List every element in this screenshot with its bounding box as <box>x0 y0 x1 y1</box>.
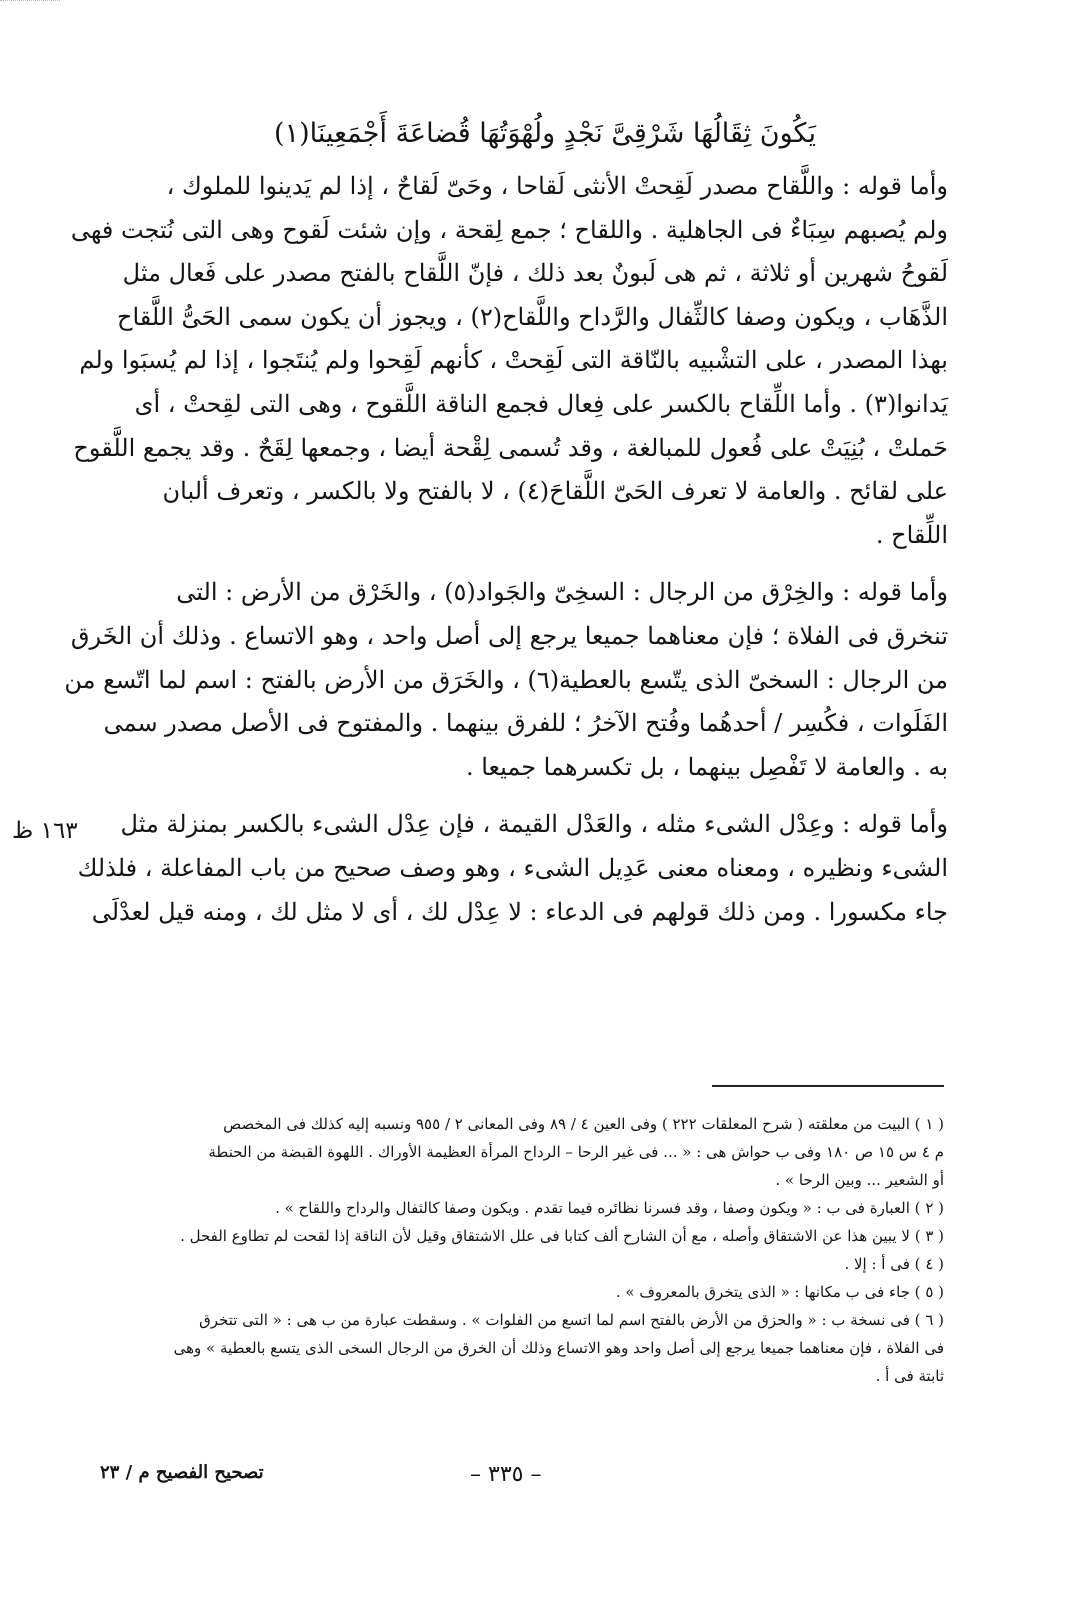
footnote-line: ( ٣ ) لا يبين هذا عن الاشتقاق وأصله ، مع أن الشارح ألف كتابا فى علل الاشتقاق وقيل لأن الناقة إذا لقحت لم تطاوع الفحل . <box>180 1227 944 1245</box>
text-line: من الرجال : السخىّ الذى يتّسع بالعطية(٦) ، والخَرَق من الأرض بالفتح : اسم لما اتّسع من <box>64 665 948 694</box>
poetry-verse: يَكُونَ ثِقَالُهَا شَرْقِىَّ نَجْدٍ ولُهْوَتُهَا قُضاعَةَ أَجْمَعِينَا(١) <box>274 118 816 149</box>
footnotes <box>110 1110 944 1390</box>
footnote-line: ( ٥ ) جاء فى ب مكانها : « الذى يتخرق بالمعروف » . <box>615 1283 944 1301</box>
text-line: على لقائح . والعامة لا تعرف الحَىّ اللَّقاحَ(٤) ، لا بالفتح ولا بالكسر ، وتعرف ألبان <box>162 477 948 506</box>
book-signature: تصحيح الفصيح م / ٢٣ <box>100 1462 264 1483</box>
footnote-line: ( ٦ ) فى نسخة ب : « والحزق من الأرض بالفتح اسم لما اتسع من الفلوات » . وسقطت عبارة من ب هى : « التى تتخرق <box>199 1311 944 1329</box>
footnote-line: ( ١ ) البيت من معلقته ( شرح المعلقات ٢٢٢ ) وفى العين ٤ / ٨٩ وفى المعانى ٢ / ٩٥٥ ونسبه إليه كذلك فى المخصص <box>223 1115 944 1133</box>
footnote-line: ( ٢ ) العبارة فى ب : « ويكون وصفا ، وقد فسرنا نظائره فيما تقدم . ويكون وصفا كالثفال والرداح واللقاح » . <box>275 1199 944 1217</box>
text-line: الذَّهَاب ، ويكون وصفا كالثِّفال والرَّداح واللَّقاح(٢) ، ويجوز أن يكون سمى الحَىُّ اللَّقاح <box>116 302 948 331</box>
text-line: وأما قوله : والخِرْق من الرجال : السخِىّ والجَواد(٥) ، والخَرْق من الأرض : التى <box>176 578 948 607</box>
footnote-line: م ٤ س ١٥ ص ١٨٠ وفى ب حواش هى : « ... فى غير الرحا – الرداح المرأة العظيمة الأوراك . اللهوة القبضة من الحنطة <box>208 1143 944 1161</box>
footnote-line: ثابتة فى أ . <box>875 1367 944 1385</box>
page-number: – ٣٣٥ – <box>470 1462 542 1487</box>
text-line: يَدانوا(٣) . وأما اللِّقاح بالكسر على فِعال فجمع الناقة اللَّقوح ، وهى التى لقِحتْ ، أى <box>134 389 948 418</box>
text-line: وأما قوله : واللَّقاح مصدر لَقِحتْ الأنثى لَقاحا ، وحَىّ لَقاحٌ ، إذا لم يَدينوا للملوك ، <box>166 172 948 200</box>
footnote <box>110 1222 944 1250</box>
text-line: الفَلَوات ، فكُسِر / أحدهُما وفُتح الآخرُ ؛ للفرق بينهما . والمفتوح فى الأصل مصدر سمى <box>103 709 948 738</box>
main-text <box>64 165 948 948</box>
footnote <box>110 1194 944 1222</box>
text-line: اللِّقاح . <box>875 520 948 549</box>
text-line: وأما قوله : وعِدْل الشىء مثله ، والعَدْل القيمة ، فإن عِدْل الشىء بالكسر بمنزلة مثل <box>120 810 948 839</box>
text-line: تنخرق فى الفلاة ؛ فإن معناهما جميعا يرجع إلى أصل واحد ، وهو الاتساع . وذلك أن الخَرق <box>70 621 948 650</box>
text-line: به . والعامة لا تَفْصِل بينهما ، بل تكسرهما جميعا . <box>465 752 948 781</box>
footnote <box>110 1306 944 1390</box>
paragraph <box>77 803 948 934</box>
paragraph <box>64 571 948 789</box>
footnote <box>110 1250 944 1278</box>
scan-artifact <box>0 0 60 15</box>
text-line: ولم يُصبهم سِبَاءٌ فى الجاهلية . واللقاح ؛ جمع لِقحة ، وإن شئت لَقوح وهى التى نُتجت فهى <box>70 215 948 244</box>
text-line: لَقوحُ شهرين أو ثلاثة ، ثم هى لَبونٌ بعد ذلك ، فإنّ اللَّقاح بالفتح مصدر على فَعال مثل <box>122 259 948 288</box>
footnote-line: ( ٤ ) فى أ : إلا . <box>844 1255 944 1273</box>
footnote <box>110 1278 944 1306</box>
manuscript-folio-note: ١٦٣ ظ <box>12 818 78 844</box>
footnote-line: فى الفلاة ، فإن معناهما جميعا يرجع إلى أصل واحد وهو الاتساع وذلك أن الخرق من الرجال السخى الذى يتسع بالعطية » وهى <box>173 1339 944 1357</box>
paragraph <box>70 165 948 557</box>
footnote <box>110 1110 944 1194</box>
text-line: بهذا المصدر ، على التشْبيه بالنّاقة التى لَقِحتْ ، كأنهم لَقِحوا ولم يُنتَجوا ، إذا لم يُسبَوا ولم <box>79 346 948 375</box>
text-line: الشىء ونظيره ، ومعناه معنى عَدِيل الشىء ، وهو وصف صحيح من باب المفاعلة ، فلذلك <box>77 853 948 882</box>
footnote-separator <box>712 1085 944 1087</box>
text-line: جاء مكسورا . ومن ذلك قولهم فى الدعاء : لا عِدْل لك ، أى لا مثل لك ، ومنه قيل لعدْلَى <box>91 897 948 926</box>
footnote-line: أو الشعير ... وبين الرحا » . <box>775 1171 944 1189</box>
text-line: حَملتْ ، بُنِيَتْ على فُعول للمبالغة ، وقد تُسمى لِقْحة أيضا ، وجمعها لِقَحٌ . وقد يجمع اللَّقوح <box>73 433 948 462</box>
